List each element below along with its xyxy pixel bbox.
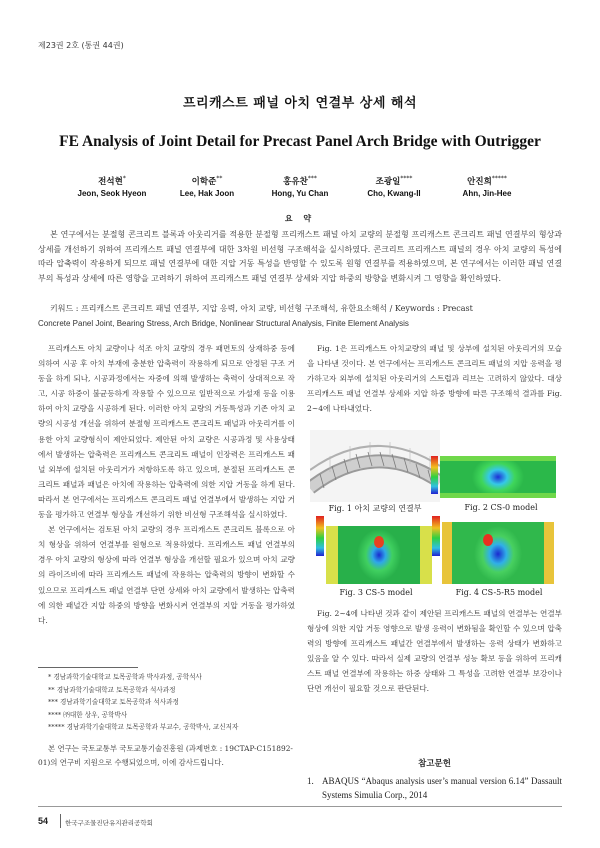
author-3 (250, 175, 350, 198)
body-left-column (38, 341, 295, 628)
footer-divider (38, 806, 562, 807)
legend-bar (431, 456, 438, 494)
author-5 (437, 175, 537, 198)
author-name-en: Hong, Yu Chan (271, 189, 329, 198)
footnote: ***** 경남과학기술대학교 토목공학과 부교수, 공학박사, 교신저자 (48, 723, 239, 731)
body-right-intro (307, 341, 562, 416)
journal-name: 한국구조물진단유지관리공학회 (65, 819, 153, 827)
figure-3-image (326, 526, 432, 584)
author-1 (62, 175, 162, 198)
body-right-discussion (307, 606, 562, 697)
author-name-en: Lee, Hak Joon (179, 189, 235, 198)
affiliation-footnotes (48, 671, 298, 734)
reference-item (307, 774, 562, 802)
legend-bar (316, 516, 324, 556)
author-name-en: Ahn, Jin-Hee (462, 189, 512, 198)
author-mark: ** (216, 175, 223, 183)
figure-1-image (310, 430, 440, 502)
issue-header: 제23권 2호 (통권 44권) (38, 41, 124, 50)
figure-3-caption: Fig. 3 CS-5 model (339, 588, 413, 597)
abstract-heading: 요 약 (284, 214, 316, 223)
author-mark: *** (307, 175, 317, 183)
figure-2-image (440, 456, 556, 498)
reference-number: 1. (307, 776, 314, 786)
footnote: * 경남과학기술대학교 토목공학과 박사과정, 공학석사 (48, 673, 202, 681)
legend-bar (432, 516, 440, 556)
keywords-english: Concrete Panel Joint, Bearing Stress, Arch Bridge, Nonlinear Structural Analysis, Finite Element Analysis (38, 319, 409, 328)
footnote-divider (38, 667, 138, 668)
figure-4-image (442, 522, 554, 584)
keywords-korean: 키워드 : 프리캐스트 콘크리트 패널 연결부, 지압 응력, 아치 교량, 비선형 구조해석, 유한요소해석 / Keywords : Precast (50, 304, 473, 313)
author-name-en: Cho, Kwang-Il (367, 189, 421, 198)
author-mark: * (122, 175, 126, 183)
footnote: ** 경남과학기술대학교 토목공학과 석사과정 (48, 685, 176, 694)
author-name-en: Jeon, Seok Hyeon (77, 189, 147, 198)
keywords (38, 301, 562, 331)
footnote: **** ㈜대한 상우, 공학박사 (48, 710, 128, 719)
title-korean: 프리캐스트 패널 아치 연결부 상세 해석 (182, 96, 418, 111)
figure-4-caption: Fig. 4 CS-5-R5 model (455, 588, 543, 597)
references-heading: 참고문헌 (418, 759, 451, 769)
abstract-body (38, 228, 562, 286)
figure-2-caption: Fig. 2 CS-0 model (464, 503, 538, 512)
author-mark: **** (400, 175, 413, 183)
body-paragraph: Fig. 1은 프리캐스트 아치교량의 패널 및 상부에 설치된 아웃리거의 모습을 나타낸 것이다. 본 연구에서는 프리캐스트 콘크리트 패널의 지압 응력을 평가하고자 외부에 설치된 아웃리거의 스트럽과 리브는 고려하지 않았다. 대상 프리캐스트 패널 연결부 상세와 지압 하중 방향에 따른 구조해석 결과를 Fig. 2~4에 나타내었다. (307, 344, 562, 414)
acknowledgement (38, 742, 295, 769)
page-number: 54 (38, 816, 49, 826)
abstract-text: 본 연구에서는 분절형 콘크리트 블록과 아웃리거를 적용한 분절형 프리캐스트 패널 아치 교량의 분절형 프리캐스트 콘크리트 패널 연결부의 형상과 상세를 개선하기 위하여 프리캐스트 패널 연결부에 대한 3차원 비선형 구조해석을 실시하였다. 콘크리트 프리캐스트 패널의 경우 아치 교량의 특성에 따라 압축력이 작용하게 되므로 패널 연결부에 대한 지압 거동 특성을 반영할 수 있도록 원형 연결부를 적용하였으며, 본 연구에서는 이러한 패널 연결부의 특성과 상세에 따른 영향을 고려하기 위하여 프리캐스트 패널 연결부 상세와 지압 하중의 방향을 변화시켜 그 영향을 확인하였다. (38, 230, 562, 283)
body-paragraph: 본 연구에서는 검토된 아치 교량의 경우 프리캐스트 콘크리트 블록으로 아치 형상을 위하여 연결부를 원형으로 적용하였다. 프리캐스트 패널 연결부의 경우 아치 교량의 형상에 따라 연결부 형상을 개선할 필요가 있으며 아치 교량의 라이즈비에 따라 프리캐스트 패널에 작용하는 압축력의 방향이 변화할 수 있으므로 프리캐스트 패널 연결부 단면 상세와 아치 교량에서 발생하는 압축력에 의한 패널간 지압 하중의 방향을 변화시켜 연결부의 지압 거동을 평가하였다. (38, 525, 295, 625)
body-paragraph: 프리캐스트 아치 교량이나 석조 아치 교량의 경우 패면토의 상재하중 등에 의하여 시공 후 아치 부재에 충분한 압축력이 작용하게 되므로 안정된 구조 거동을 하게 되나, 시공과정에서는 자중에 의해 발생하는 축력이 상대적으로 작고, 시공 하중이 불균등하게 작용할 수 있으므로 일반적으로 가설재 등을 이용하여 아치 교량을 시공하게 된다. 이러한 아치 교량의 거동특성과 기존 아치 교량의 시공성 개선을 위하여 분절형 프리캐스트 콘크리트 패널과 아웃리거를 이용한 아치 교량형식이 제안되었다. 제안된 아치 교량은 시공과정 및 사용상태에서 발생하는 압축력은 프리캐스트 콘크리트 패널이 인장력은 프리캐스트 패널 외부에 설치된 아웃리거가 저항하도록 하고 있으며, 분절된 프리캐스트 콘크리트 패널과 패널은 아치에 작용하는 압축력에 의한 지압 거동을 하게 된다. 따라서 본 연구에서는 프리캐스트 콘크리트 패널 연결부에서 발생하는 지압 거동을 평가하고 연결부 형상을 개선하기 위한 비선형 구조해석을 실시하였다. (38, 344, 295, 520)
author-2 (157, 175, 257, 198)
body-paragraph: Fig. 2~4에 나타낸 것과 같이 제안된 프리캐스트 패널의 연결부는 연결부 형상에 의한 지압 거동 영향으로 발생 응력이 변화됨을 확인할 수 있으며 압축력의 방향에 프리캐스트 패널간 연결부에서 발생하는 응력 상태가 변화하고 있음을 알 수 있다. 따라서 실제 교량의 연결부 성능 확보 등을 위하여 프리캐스트 패널 연결부에 작용하는 하중 상태와 그 특성을 고려한 연결부 보강이나 단면 개선이 필요할 것으로 판단된다. (307, 609, 562, 694)
author-name-ko: 이학준 (191, 177, 217, 187)
author-mark: ***** (491, 175, 507, 183)
reference-text: ABAQUS “Abaqus analysis user’s manual version 6.14” Dassault Systems Simulia Corp., 2014 (322, 776, 562, 800)
figure-1-caption: Fig. 1 아치 교량의 연결부 (328, 504, 422, 513)
author-name-ko: 안진희 (467, 177, 492, 187)
acknowledgement-text: 본 연구는 국토교통부 국토교통기술진흥원 (과제번호 : 19CTAP-C151892-01)의 연구비 지원으로 수행되었으며, 이에 감사드립니다. (38, 744, 293, 767)
footnote: *** 경남과학기술대학교 토목공학과 석사과정 (48, 698, 179, 706)
author-name-ko: 홍유찬 (283, 177, 308, 187)
footer-separator (60, 814, 61, 828)
title-english: FE Analysis of Joint Detail for Precast Panel Arch Bridge with Outrigger (59, 133, 541, 150)
author-4 (344, 175, 444, 198)
author-name-ko: 조광일 (375, 177, 401, 187)
author-name-ko: 전석현 (98, 177, 123, 187)
